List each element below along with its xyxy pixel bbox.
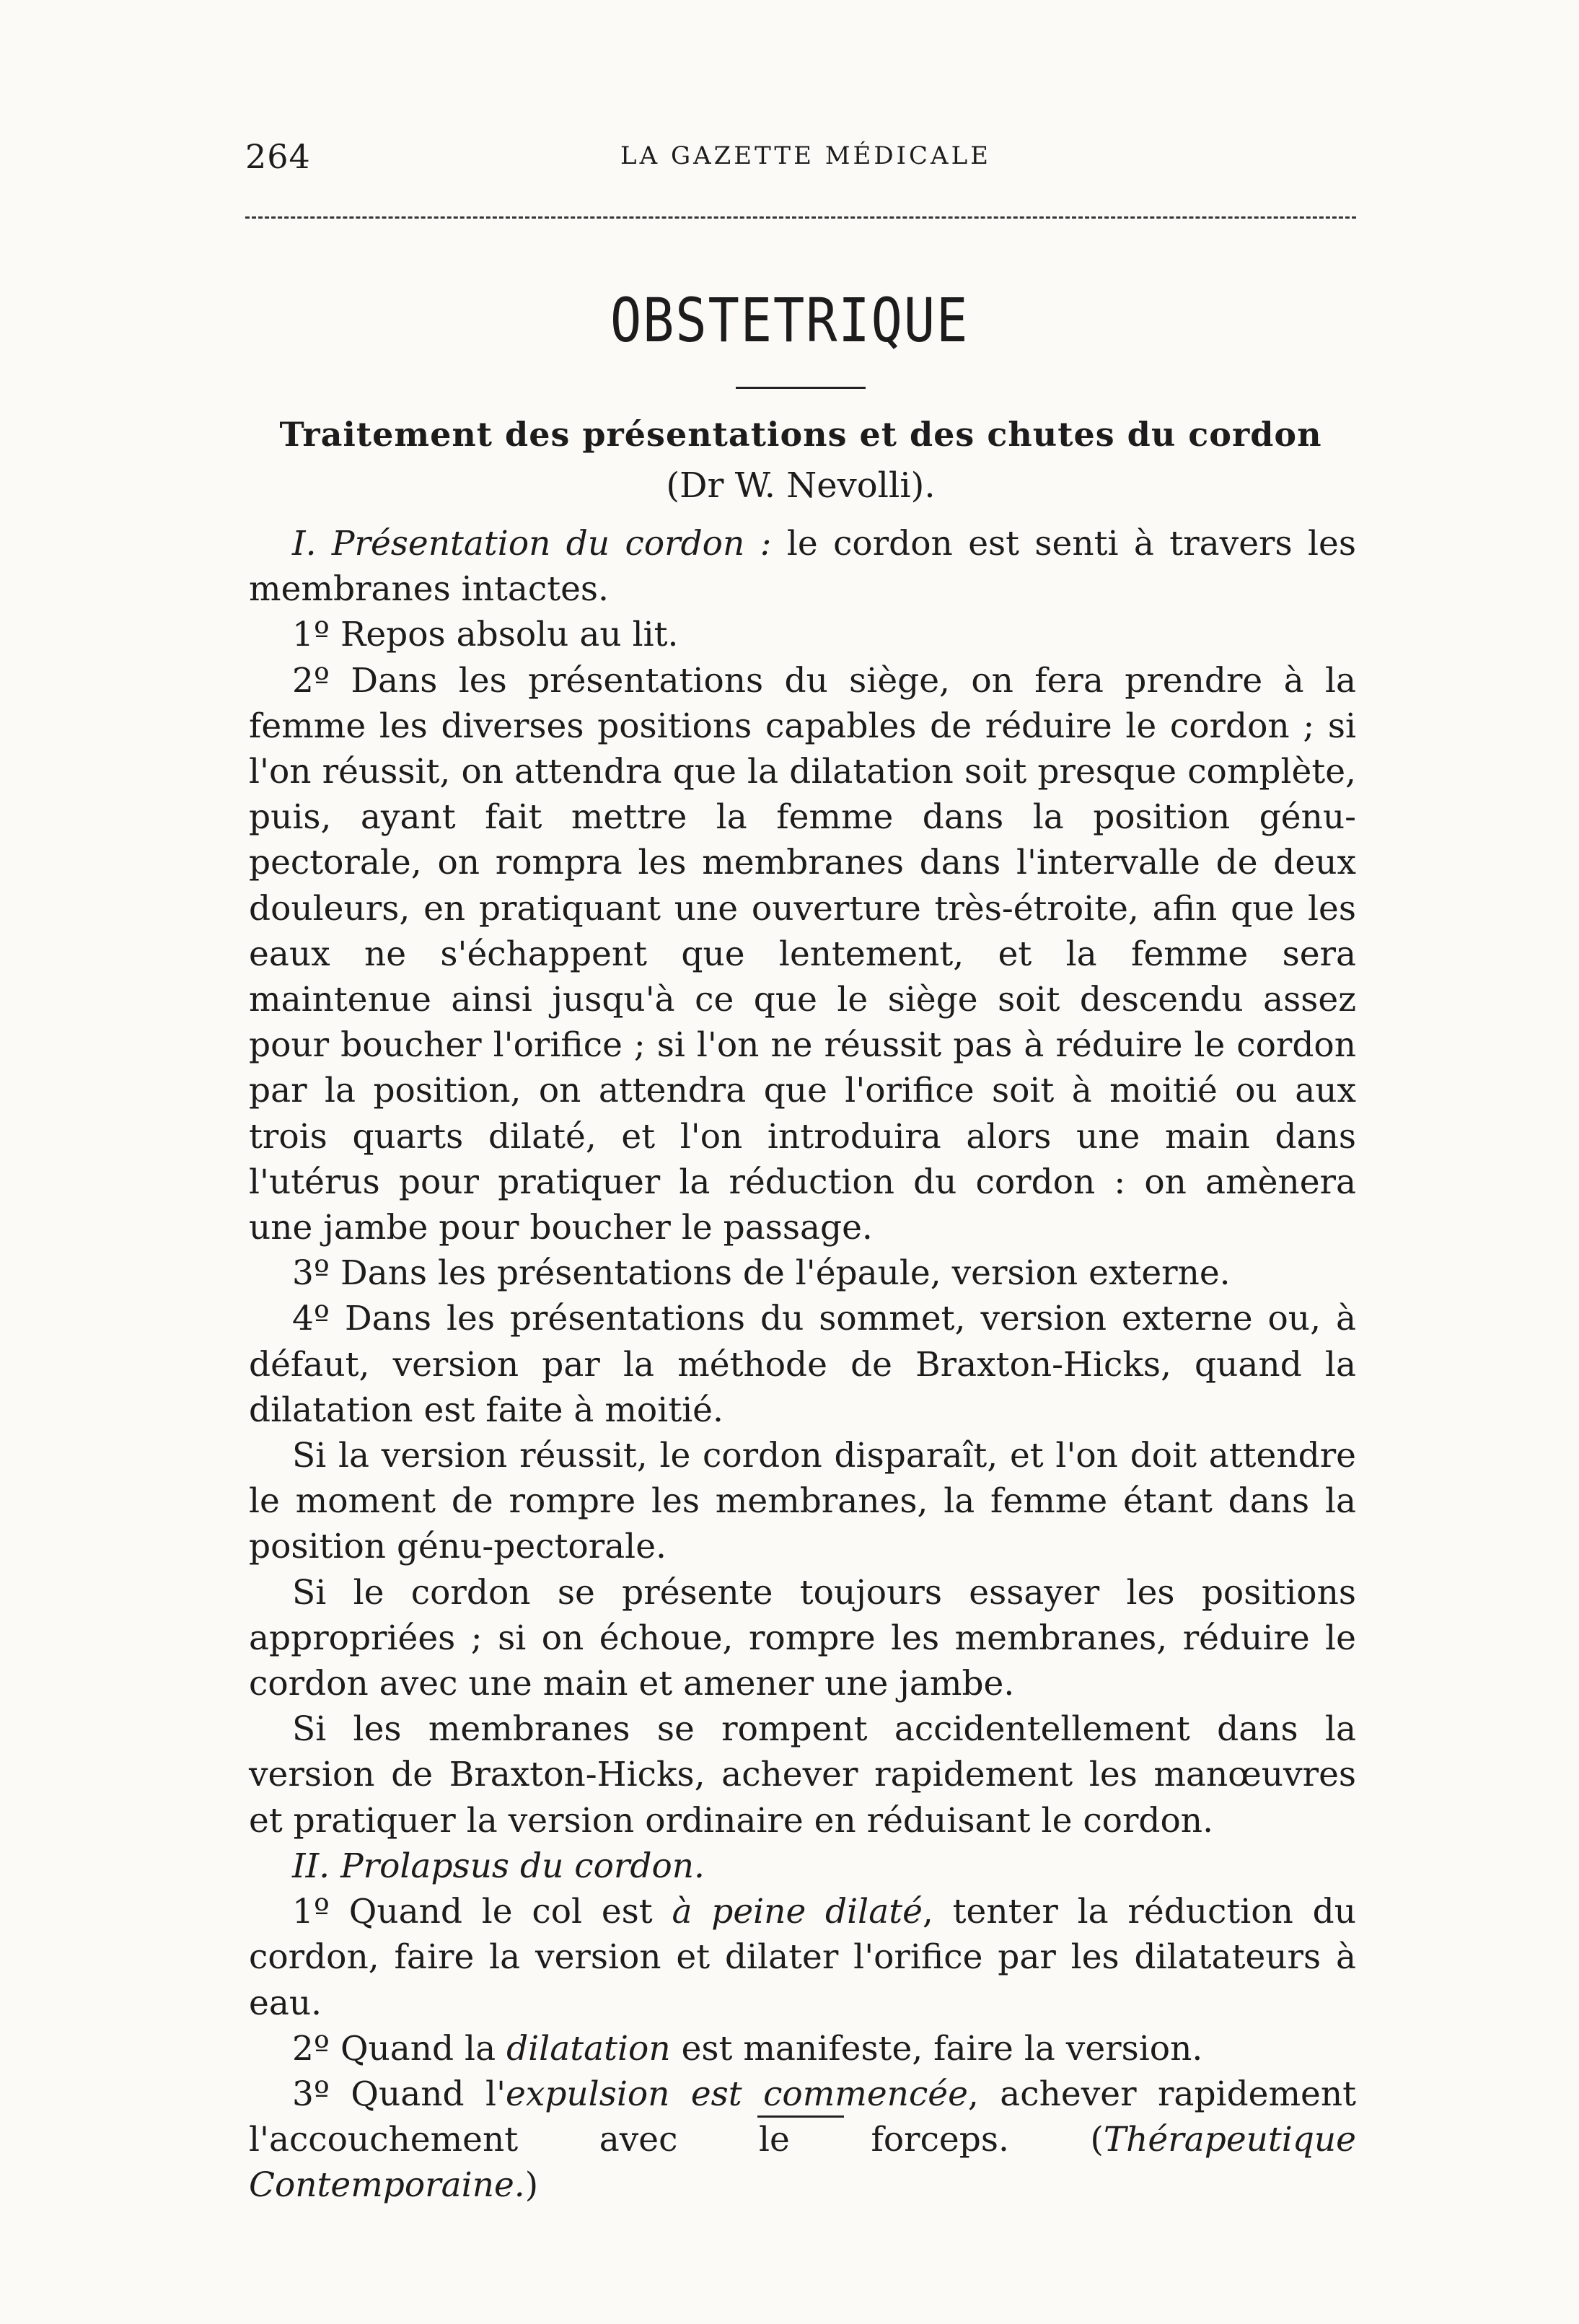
subsection-heading: I. Présentation du cordon : [292,524,772,564]
article-body [249,521,1356,2209]
title-divider [736,387,866,389]
paragraph: 2º Quand la dilatation est manifeste, faire la version. [292,2028,1203,2069]
end-divider [757,2115,844,2118]
paragraph: 4º Dans les présentations du sommet, version externe ou, à défaut, version par la méthode de Braxton-Hicks, quand la dilatation est faite à moitié. [249,1299,1356,1430]
paragraph: 2º Dans les présentations du siège, on fera prendre à la femme les diverses positions capables de réduire le cordon ; si l'on réussit, on attendra que la dilatation soit presque complète, puis, ayant fait mettre la femme dans la position génu-pectorale, on rompra les membranes dans l'intervalle de deux douleurs, en pratiquant une ouverture très-étroite, afin que les eaux ne s'échappent que lentement, et la femme sera maintenue ainsi jusqu'à ce que le siège soit descendu assez pour boucher l'orifice ; si l'on ne réussit pas à réduire le cordon par la position, on attendra que l'orifice soit à moitié ou aux trois quarts dilaté, et l'on introduira alors une main dans l'utérus pour pratiquer la réduction du cordon : on amènera une jambe pour boucher le passage. [249,660,1356,1248]
paragraph: Si les membranes se rompent accidentellement dans la version de Braxton-Hicks, achever rapidement les manœuvres et pratiquer la version ordinaire en réduisant le cordon. [249,1709,1356,1841]
paragraph: Si le cordon se présente toujours essayer les positions appropriées ; si on échoue, rompre les membranes, réduire le cordon avec une main et amener une jambe. [249,1572,1356,1704]
running-title: LA GAZETTE MÉDICALE [620,141,991,170]
paragraph: Si la version réussit, le cordon disparaît, et l'on doit attendre le moment de rompre les membranes, la femme étant dans la position génu-pectorale. [249,1436,1356,1567]
article-author: (Dr W. Nevolli). [666,465,936,506]
source-citation: Thérapeutique Contemporaine. [249,2120,1356,2206]
paragraph: 3º Quand l'expulsion est commencée, achever rapidement l'accouchement avec le forceps. (Thérapeutique Contemporaine.) [249,2074,1357,2206]
article-title: Traitement des présentations et des chutes du cordon [279,415,1322,454]
page-header [245,137,1356,180]
section-title: OBSTETRIQUE [610,285,969,356]
paragraph: I. Présentation du cordon : le cordon est senti à travers les membranes intactes. [249,524,1356,610]
header-divider [245,216,1356,219]
paragraph: 1º Quand le col est à peine dilaté, tenter la réduction du cordon, faire la version et dilater l'orifice par les dilatateurs à eau. [249,1892,1356,2023]
paragraph: 1º Repos absolu au lit. [292,615,679,655]
paragraph: 3º Dans les présentations de l'épaule, version externe. [292,1253,1231,1294]
page-number: 264 [245,137,311,176]
subsection-heading: II. Prolapsus du cordon. [292,1846,705,1886]
